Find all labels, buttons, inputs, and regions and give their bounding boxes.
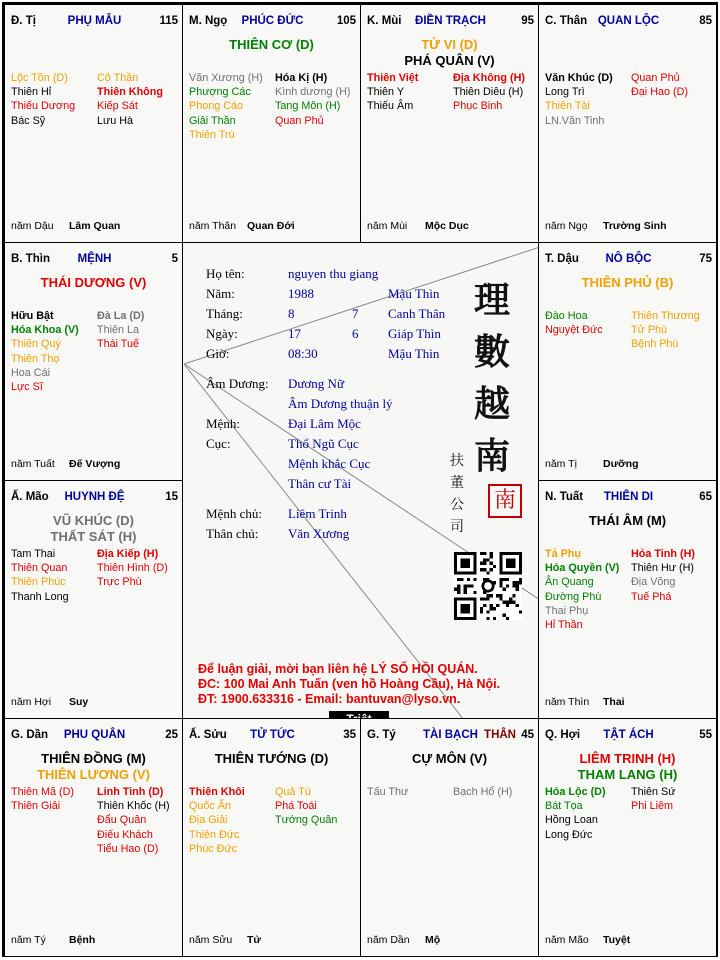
minor-star: Thiên Giải (11, 800, 61, 813)
minor-star: Lực Sĩ (11, 380, 43, 393)
minor-star: Bạch Hổ (H) (453, 786, 513, 798)
palace-age: 75 (699, 253, 712, 265)
minor-stars-2 (97, 785, 170, 856)
palace-year: năm Tý (11, 934, 46, 946)
minor-star: Phúc Đức (189, 842, 238, 855)
minor-stars-1 (545, 785, 606, 842)
minor-stars-1 (11, 785, 74, 813)
minor-star: Lưu Hà (97, 114, 134, 127)
palace-year: năm Dậu (11, 220, 54, 232)
minor-stars-1 (11, 71, 75, 128)
minor-star: Thiên Đức (189, 828, 240, 841)
minor-star: Kiếp Sát (97, 100, 138, 113)
palace-branch: G. Dần (11, 729, 49, 741)
palace-age: 25 (165, 729, 178, 741)
minor-stars-2 (631, 71, 688, 99)
palace-stage: Trường Sinh (603, 220, 667, 232)
minor-star: Điếu Khách (97, 828, 153, 841)
minor-star: Thiên Phúc (11, 576, 66, 589)
major-star: THIÊN PHỦ (B) (581, 275, 674, 290)
minor-star: Tử Phù (631, 324, 668, 337)
cuc-value: Thổ Ngũ Cục (288, 436, 359, 451)
minor-star: Hữu Bật (11, 310, 54, 322)
minor-star: Thiên Việt (367, 72, 419, 84)
palace-footer (11, 458, 178, 472)
palace-header (11, 253, 178, 267)
palace-stage: Dưỡng (603, 458, 639, 470)
minor-star: Phá Toái (275, 800, 317, 813)
palace-header (11, 729, 178, 743)
minor-star: Thiên Không (97, 86, 163, 99)
minor-star: Thiên La (97, 324, 140, 337)
palace-branch: C. Thân (545, 15, 588, 27)
minor-star: Tang Môn (H) (275, 100, 341, 113)
palace-ti[interactable] (4, 4, 183, 243)
horoscope-chart (2, 2, 718, 957)
minor-star: Địa Không (H) (453, 72, 525, 84)
minor-star: Thiên Tài (545, 100, 590, 113)
palace-year: năm Ngọ (545, 220, 588, 232)
palace-header (11, 491, 178, 505)
minor-star: Hỏa Tinh (H) (631, 548, 695, 560)
center-info-panel (184, 244, 540, 720)
palace-name: HUYNH ĐỆ (64, 491, 125, 503)
amduong-label: Âm Dương: (206, 376, 269, 391)
minor-star: Thiên Hỉ (11, 86, 52, 99)
palace-footer (367, 220, 534, 234)
palace-footer (11, 934, 178, 948)
minor-star: Tả Phụ (545, 548, 581, 560)
minor-star: Thiên Diêu (H) (453, 86, 524, 99)
minor-star: Phượng Các (189, 86, 251, 99)
minor-stars-2 (97, 547, 168, 590)
minor-star: Văn Khúc (D) (545, 72, 613, 84)
minor-stars-1 (545, 309, 603, 337)
palace-stage: Suy (69, 696, 89, 708)
hour-label: Giờ: (206, 346, 230, 361)
palace-year: năm Mùi (367, 220, 408, 232)
minor-stars-2 (275, 785, 337, 828)
minor-star: Địa Giải (189, 814, 228, 827)
palace-header (367, 15, 534, 29)
name-label: Họ tên: (206, 266, 245, 281)
palace-tuat[interactable] (538, 480, 717, 719)
palace-age: 5 (171, 253, 178, 265)
menh-chu-label: Mệnh chủ: (206, 506, 262, 521)
palace-branch: B. Thìn (11, 253, 50, 265)
palace-branch: Ấ. Mão (11, 491, 49, 503)
palace-age: 65 (699, 491, 712, 503)
contact-info (198, 662, 500, 707)
month-value: 8 (288, 306, 295, 321)
palace-stage: Tử (247, 934, 262, 946)
palace-header (189, 15, 356, 29)
minor-star: Hồng Loan (545, 814, 598, 827)
minor-star: Thiên Thọ (11, 352, 60, 365)
month-canchi: Canh Thân (388, 306, 446, 321)
palace-stage: Quan Đới (247, 220, 295, 232)
minor-star: Thiên Quý (11, 338, 61, 351)
palace-header (11, 15, 178, 29)
minor-star: Hóa Khoa (V) (11, 324, 79, 337)
minor-star: Đẩu Quân (97, 814, 147, 827)
minor-star: Thiên Khôi (189, 786, 245, 798)
minor-star: Thiên Sứ (631, 786, 676, 798)
minor-star: Thiên Trù (189, 128, 235, 141)
palace-header (545, 729, 712, 743)
major-star: THIÊN ĐỒNG (M) (41, 751, 146, 766)
palace-name: ĐIỀN TRẠCH (415, 15, 486, 27)
minor-stars-2 (453, 71, 525, 114)
day-lunar: 6 (352, 326, 359, 341)
palace-ty[interactable] (360, 718, 539, 957)
palace-ngo[interactable] (182, 4, 361, 243)
cuc-note: Mệnh khắc Cục (288, 456, 371, 471)
year-canchi: Mậu Thìn (388, 286, 440, 301)
minor-stars-1 (545, 547, 619, 632)
palace-branch: G. Tý (367, 729, 396, 741)
minor-stars-2 (275, 71, 351, 128)
than-cu: Thân cư Tài (288, 476, 352, 491)
palace-name: TÀI BẠCH (423, 729, 478, 741)
minor-stars-1 (367, 785, 408, 799)
palace-stage: Mộ (425, 934, 441, 946)
minor-stars-1 (367, 71, 418, 114)
palace-header (545, 15, 712, 29)
red-stamp: 南 (488, 484, 522, 518)
major-star: THIÊN TƯỚNG (D) (214, 751, 329, 766)
palace-age: 15 (165, 491, 178, 503)
palace-age: 55 (699, 729, 712, 741)
palace-branch: K. Mùi (367, 15, 402, 27)
minor-star: Hoa Cái (11, 366, 51, 379)
minor-star: Thiên Thương (631, 310, 700, 322)
palace-age: 95 (521, 15, 534, 27)
palace-name: PHỤ MẪU (67, 15, 122, 27)
palace-year: năm Thân (189, 220, 237, 232)
minor-star: Thanh Long (11, 590, 69, 603)
minor-star: Thiên Khốc (H) (97, 800, 170, 813)
minor-star: Thiên Y (367, 86, 405, 99)
minor-star: Long Đức (545, 828, 593, 841)
minor-star: Long Trì (545, 86, 585, 99)
minor-star: Đại Hao (D) (631, 86, 688, 99)
minor-star: Địa Võng (631, 576, 676, 589)
minor-star: Tuế Phá (631, 590, 672, 603)
palace-footer (11, 696, 178, 710)
minor-star: Giải Thần (189, 114, 236, 127)
palace-branch: T. Dậu (545, 253, 579, 265)
minor-star: Hóa Kị (H) (275, 72, 328, 84)
palace-stage: Thai (603, 696, 625, 708)
minor-star: LN.Văn Tinh (545, 114, 605, 127)
year-label: Năm: (206, 286, 235, 301)
minor-star: Quan Phủ (631, 72, 680, 84)
palace-header (545, 253, 712, 267)
palace-than[interactable] (538, 4, 717, 243)
minor-star: Tiểu Hao (D) (97, 842, 159, 855)
major-star: THẤT SÁT (H) (50, 529, 137, 544)
minor-stars-2 (631, 785, 675, 813)
palace-name: MỆNH (77, 253, 112, 265)
major-star: TỬ VI (D) (421, 37, 478, 52)
hour-canchi: Mậu Thìn (388, 346, 440, 361)
minor-star: Đà La (D) (97, 310, 145, 322)
palace-age: 115 (159, 15, 178, 27)
palace-year: năm Dần (367, 934, 410, 946)
palace-stage: Đế Vượng (69, 458, 121, 470)
palace-age: 85 (699, 15, 712, 27)
palace-dan[interactable] (4, 718, 183, 957)
address-line: ĐC: 100 Mai Anh Tuấn (ven hồ Hoàng Cầu), Hà Nội. (198, 677, 501, 691)
palace-branch: Q. Hợi (545, 729, 581, 741)
palace-branch: Đ. Tị (11, 15, 36, 27)
minor-star: Thai Phụ (545, 604, 589, 617)
minor-star: Phong Cáo (189, 100, 244, 113)
day-label: Ngày: (206, 326, 238, 341)
name-value: nguyen thu giang (288, 266, 379, 281)
palace-year: năm Tuất (11, 458, 55, 470)
major-star: PHÁ QUÂN (V) (404, 53, 495, 68)
minor-star: Cô Thần (97, 72, 139, 84)
minor-star: Bệnh Phù (631, 338, 679, 351)
minor-star: Thiên Hình (D) (97, 562, 168, 575)
palace-mui[interactable] (360, 4, 539, 243)
minor-star: Phục Binh (453, 100, 503, 113)
minor-star: Hỉ Thần (545, 618, 583, 631)
palace-footer (11, 220, 178, 234)
palace-header (545, 491, 712, 505)
major-star: LIÊM TRINH (H) (579, 751, 676, 766)
cuc-label: Cục: (206, 436, 231, 451)
minor-star: Trực Phù (97, 576, 142, 589)
minor-star: Thiên Mã (D) (11, 786, 74, 798)
palace-branch: N. Tuất (545, 491, 584, 503)
palace-header (367, 729, 534, 743)
day-value: 17 (288, 326, 301, 341)
palace-hoi[interactable] (538, 718, 717, 957)
palace-stage: Lâm Quan (69, 220, 121, 232)
minor-star: Văn Xương (H) (189, 72, 263, 84)
minor-star: Thiên Quan (11, 562, 68, 575)
minor-star: Hóa Lộc (D) (545, 786, 606, 798)
palace-year: năm Tị (545, 458, 577, 470)
minor-stars-2 (97, 309, 144, 352)
palace-name: PHÚC ĐỨC (241, 15, 304, 27)
palace-thin[interactable] (4, 242, 183, 481)
than-marker: THÂN (484, 729, 516, 741)
minor-star: Đường Phù (545, 590, 602, 603)
calligraphy-logo: 理 數 越 南 (474, 279, 511, 477)
minor-star: Đào Hoa (545, 310, 588, 322)
minor-star: Hóa Quyền (V) (545, 562, 620, 575)
palace-footer (545, 458, 712, 472)
minor-star: Tấu Thư (367, 786, 409, 798)
menh-label: Mệnh: (206, 416, 240, 431)
palace-footer (367, 934, 534, 948)
than-chu-label: Thân chủ: (206, 526, 259, 541)
palace-age: 45 (521, 729, 534, 741)
minor-star: Thiếu Âm (367, 100, 414, 113)
minor-star: Kình dương (H) (275, 86, 351, 99)
minor-star: Thiếu Dương (11, 100, 76, 113)
menh-value: Đại Lâm Mộc (288, 416, 361, 431)
amduong-value: Dương Nữ (288, 376, 344, 391)
contact-line: Để luận giải, mời bạn liên hệ LÝ SỐ HỒI QUÁN. (198, 662, 478, 676)
menh-chu-value: Liêm Trinh (288, 506, 347, 521)
minor-stars-2 (631, 309, 700, 352)
minor-star: Lộc Tồn (D) (11, 72, 68, 84)
minor-stars-1 (189, 785, 245, 856)
minor-star: Bát Tọa (545, 800, 583, 813)
minor-stars-2 (453, 785, 512, 799)
major-star: THIÊN CƠ (D) (229, 37, 314, 52)
palace-year: năm Hợi (11, 696, 52, 708)
qr-code[interactable] (454, 552, 522, 620)
palace-mao[interactable] (4, 480, 183, 719)
major-star: THÁI DƯƠNG (V) (40, 275, 147, 290)
minor-star: Linh Tinh (D) (97, 786, 164, 798)
amduong-note: Âm Dương thuận lý (288, 396, 393, 411)
palace-name: TỬ TỨC (250, 729, 295, 741)
minor-star: Thái Tuế (97, 338, 140, 351)
minor-stars-2 (97, 71, 163, 128)
palace-age: 35 (343, 729, 356, 741)
year-value: 1988 (288, 286, 314, 301)
minor-star: Phi Liêm (631, 800, 674, 813)
calligraphy-small: 扶 董 公 司 (450, 453, 464, 535)
palace-branch: Ấ. Sửu (189, 729, 227, 741)
minor-star: Quả Tú (275, 786, 311, 798)
palace-footer (545, 934, 712, 948)
minor-stars-1 (189, 71, 263, 142)
palace-name: PHU QUÂN (63, 729, 126, 741)
minor-stars-1 (11, 309, 79, 394)
palace-footer (189, 220, 356, 234)
minor-star: Nguyệt Đức (545, 324, 603, 337)
palace-stage: Bệnh (69, 934, 96, 946)
major-star: THAM LANG (H) (577, 767, 678, 782)
palace-year: năm Sửu (189, 934, 233, 946)
palace-stage: Mộc Dục (425, 220, 469, 232)
phone-email-line: ĐT: 1900.633316 - Email: bantuvan@lyso.vn. (198, 692, 461, 706)
major-star: THIÊN LƯƠNG (V) (37, 767, 150, 782)
minor-star: Quan Phủ (275, 114, 324, 127)
palace-stage: Tuyệt (603, 934, 631, 946)
minor-stars-1 (11, 547, 69, 604)
palace-name: NÔ BỘC (605, 253, 652, 265)
month-label: Tháng: (206, 306, 243, 321)
minor-stars-1 (545, 71, 613, 128)
palace-year: năm Thìn (545, 696, 590, 708)
major-star: CỰ MÔN (V) (411, 751, 488, 766)
palace-name: THIÊN DI (603, 491, 654, 503)
palace-name: QUAN LỘC (597, 15, 660, 27)
minor-star: Ân Quang (545, 576, 594, 589)
major-star: VŨ KHÚC (D) (53, 513, 134, 528)
palace-suu[interactable] (182, 718, 361, 957)
day-canchi: Giáp Thìn (388, 326, 441, 341)
minor-star: Quốc Ấn (189, 800, 232, 813)
palace-footer (545, 696, 712, 710)
palace-footer (545, 220, 712, 234)
minor-star: Tướng Quân (275, 814, 338, 827)
palace-year: năm Mão (545, 934, 589, 946)
palace-age: 105 (336, 15, 356, 27)
minor-star: Thiên Hư (H) (631, 562, 695, 575)
major-star: THÁI ÂM (M) (588, 513, 667, 528)
palace-name: TẬT ÁCH (603, 729, 654, 741)
palace-dau[interactable] (538, 242, 717, 481)
minor-star: Địa Kiếp (H) (97, 548, 159, 560)
minor-star: Tam Thai (11, 548, 56, 560)
palace-header (189, 729, 356, 743)
than-chu-value: Văn Xương (288, 526, 350, 541)
palace-footer (189, 934, 356, 948)
minor-star: Bác Sỹ (11, 114, 46, 127)
hour-value: 08:30 (288, 346, 318, 361)
palace-branch: M. Ngọ (189, 15, 228, 27)
month-lunar: 7 (352, 306, 359, 321)
minor-stars-2 (631, 547, 695, 604)
